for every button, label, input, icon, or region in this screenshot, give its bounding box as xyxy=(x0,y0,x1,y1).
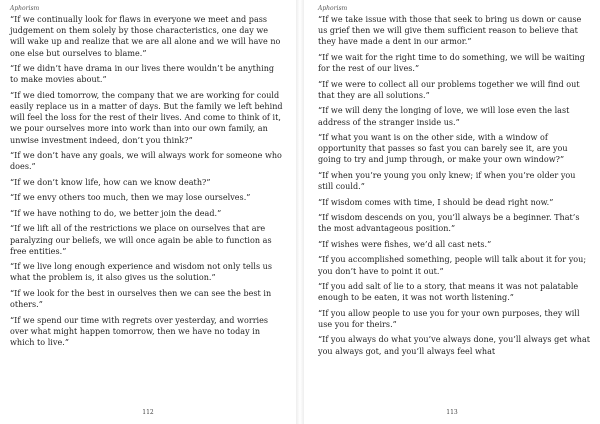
quote-list xyxy=(10,14,284,353)
book-gutter xyxy=(296,0,304,424)
quote: “If wishes were fishes, we’d all cast nets.” xyxy=(318,239,492,249)
quote: “If we envy others too much, then we may lose ourselves.” xyxy=(10,193,251,203)
left-page xyxy=(0,0,296,424)
quote: “If we continually look for flaws in everyone we meet and pass judgement on them solely by those characteristics, one day we will wake up and realize that we are all alone and we will have no one else but ourselves to blame.” xyxy=(10,15,281,58)
right-page xyxy=(304,0,600,424)
quote: “If you always do what you’ve always done, you’ll always get what you always got, and you’ll always feel what xyxy=(318,335,591,356)
running-header: Aphorism xyxy=(318,5,348,12)
quote: “If wisdom descends on you, you’ll always be a beginner. That’s the most advantageous position.” xyxy=(318,213,580,234)
quote: “If we live long enough experience and wisdom not only tells us what the problem is, it also gives us the solution.” xyxy=(10,262,273,283)
quote: “If we lift all of the restrictions we place on ourselves that are paralyzing our beliefs, we will once again be able to function as free entities.” xyxy=(10,224,272,256)
quote: “If we don’t have any goals, we will always work for someone who does.” xyxy=(10,151,282,172)
quote: “If we were to collect all our problems together we will find out that they are all solutions.” xyxy=(318,79,580,100)
quote: “If you add salt of lie to a story, that means it was not palatable enough to be eaten, it was not worth listening.” xyxy=(318,282,579,303)
quote: “If what you want is on the other side, with a window of opportunity that passes so fast you can barely see it, are you going to try and jump through, or make your own window?” xyxy=(318,133,568,165)
quote: “If we look for the best in ourselves then we can see the best in others.” xyxy=(10,288,272,310)
quote: “If we wait for the right time to do something, we will be waiting for the rest of our lives.” xyxy=(318,52,585,74)
quote-list xyxy=(318,14,592,361)
quote: “If you accomplished something, people will talk about it for you; you don’t have to point it out.” xyxy=(318,255,587,276)
page-number: 113 xyxy=(446,409,458,416)
quote: “If we don’t know life, how can we know death?” xyxy=(10,177,211,187)
quote: “If we spend our time with regrets over yesterday, and worries over what might happen tomorrow, then we have no today in which to live.” xyxy=(10,315,269,348)
quote: “If we take issue with those that seek to bring us down or cause us grief then we will give them sufficient reason to believe that they have made a dent in our armor.” xyxy=(318,15,582,47)
page-number: 112 xyxy=(142,409,154,416)
quote: “If we died tomorrow, the company that we are working for could easily replace us in a matter of days. But the family we left behind will feel the loss for the rest of their lives. And come to think of it, we pour ourselves more into work than into our own family, an unwise investment indeed, don’t you think?” xyxy=(10,90,283,145)
quote: “If wisdom comes with time, I should be dead right now.” xyxy=(318,197,554,207)
quote: “If when you’re young you only knew; if when you’re older you still could.” xyxy=(318,170,576,192)
quote: “If we didn’t have drama in our lives there wouldn’t be anything to make movies about.” xyxy=(10,64,275,85)
quote: “If you allow people to use you for your own purposes, they will use you for theirs.” xyxy=(318,308,580,329)
running-header: Aphorism xyxy=(10,5,40,12)
quote: “If we have nothing to do, we better join the dead.” xyxy=(10,208,222,218)
quote: “If we will deny the longing of love, we will lose even the last address of the stranger inside us.” xyxy=(318,106,570,127)
